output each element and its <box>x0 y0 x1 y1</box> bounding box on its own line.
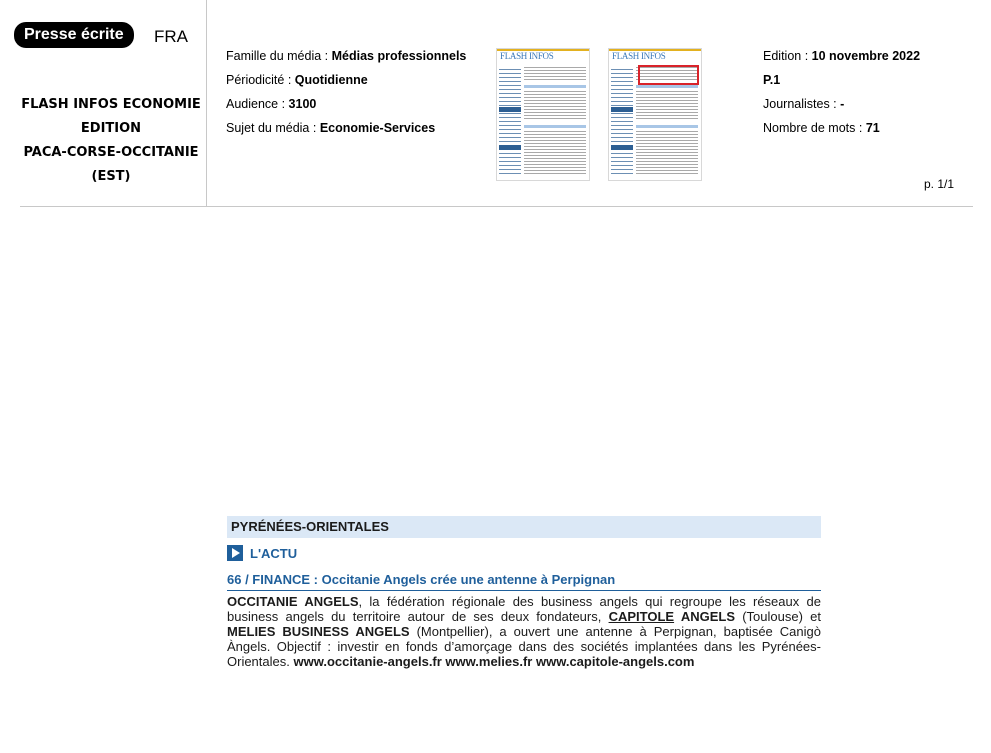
thumbnail-text <box>524 91 586 121</box>
meta-value: Quotidienne <box>294 73 368 87</box>
vertical-divider <box>206 0 207 206</box>
org-name-link[interactable]: CAPITOLE <box>608 609 675 624</box>
country-code: FRA <box>154 27 188 46</box>
thumbnail-column <box>499 69 521 176</box>
meta-value: 71 <box>865 121 880 135</box>
region-heading: PYRÉNÉES-ORIENTALES <box>227 516 821 538</box>
thumbnail-bar <box>636 85 698 88</box>
meta-label: Nombre de mots : <box>763 121 866 135</box>
play-icon <box>227 545 243 561</box>
meta-label: Edition : <box>763 49 812 63</box>
body-text: (Montpellier), a ouvert une antenne à Perpignan, baptisée Canigò Àngels. Objectif : investir en fonds d’amorçage dans des sociétés implantées dans les Pyrénées-Orientales. <box>227 624 821 669</box>
page-ref-row <box>763 68 920 92</box>
meta-value: - <box>840 97 845 111</box>
publication-name-line: FLASH INFOS ECONOMIE <box>21 97 201 112</box>
meta-value: P.1 <box>763 73 781 87</box>
thumbnail-text <box>636 91 698 121</box>
thumbnail-section <box>499 107 521 112</box>
page-thumbnail[interactable] <box>496 48 590 181</box>
thumbnail-bar <box>524 125 586 128</box>
thumbnail-bar <box>636 125 698 128</box>
publication-name-line: (EST) <box>91 169 131 184</box>
publication-name <box>16 93 206 189</box>
section-label: L'ACTU <box>250 545 298 561</box>
media-info <box>226 44 466 140</box>
thumbnail-section <box>499 145 521 150</box>
meta-value: Médias professionnels <box>331 49 467 63</box>
meta-label: Journalistes : <box>763 97 841 111</box>
header-divider <box>20 206 973 207</box>
thumbnail-masthead: FLASH INFOS <box>500 51 554 61</box>
press-header <box>0 0 991 207</box>
article-title: 66 / FINANCE : Occitanie Angels crée une antenne à Perpignan <box>227 572 821 591</box>
org-name: MELIES BUSINESS ANGELS <box>227 624 410 639</box>
body-text: , la fédération régionale des business angels qui regroupe les réseaux de business angels du territoire autour de ses deux fondateurs, <box>227 594 821 624</box>
meta-value: 3100 <box>288 97 317 111</box>
edition-info <box>763 44 920 140</box>
org-name: ANGELS <box>674 609 735 624</box>
publication-name-line: PACA-CORSE-OCCITANIE <box>23 145 199 160</box>
audience-row <box>226 92 466 116</box>
journalists-row <box>763 92 920 116</box>
thumbnail-column <box>611 69 633 176</box>
thumbnail-text <box>524 131 586 175</box>
body-text: (Toulouse) et <box>735 609 821 624</box>
thumbnail-section <box>611 107 633 112</box>
media-subject-row <box>226 116 466 140</box>
article-body <box>227 594 821 669</box>
page-number: p. 1/1 <box>924 177 955 191</box>
meta-label: Audience : <box>226 97 289 111</box>
thumbnail-text <box>524 67 586 81</box>
meta-value: Economie-Services <box>319 121 436 135</box>
thumbnail-section <box>611 145 633 150</box>
section-heading <box>227 544 821 562</box>
meta-label: Sujet du média : <box>226 121 320 135</box>
thumbnail-bar <box>524 85 586 88</box>
article-clipping <box>227 516 821 669</box>
periodicity-row <box>226 68 466 92</box>
page-thumbnail-highlighted[interactable] <box>608 48 702 181</box>
edition-row <box>763 44 920 68</box>
word-count-row <box>763 116 920 140</box>
meta-value: 10 novembre 2022 <box>811 49 921 63</box>
media-type-badge: Presse écrite <box>14 22 134 48</box>
meta-label: Périodicité : <box>226 73 295 87</box>
publication-name-line: EDITION <box>80 121 142 136</box>
article-highlight-box <box>638 65 699 85</box>
media-family-row <box>226 44 466 68</box>
website-links[interactable]: www.occitanie-angels.fr www.melies.fr www.capitole-angels.com <box>293 654 695 669</box>
thumbnail-masthead: FLASH INFOS <box>612 51 666 61</box>
org-name: OCCITANIE ANGELS <box>227 594 359 609</box>
meta-label: Famille du média : <box>226 49 332 63</box>
thumbnail-text <box>636 131 698 175</box>
